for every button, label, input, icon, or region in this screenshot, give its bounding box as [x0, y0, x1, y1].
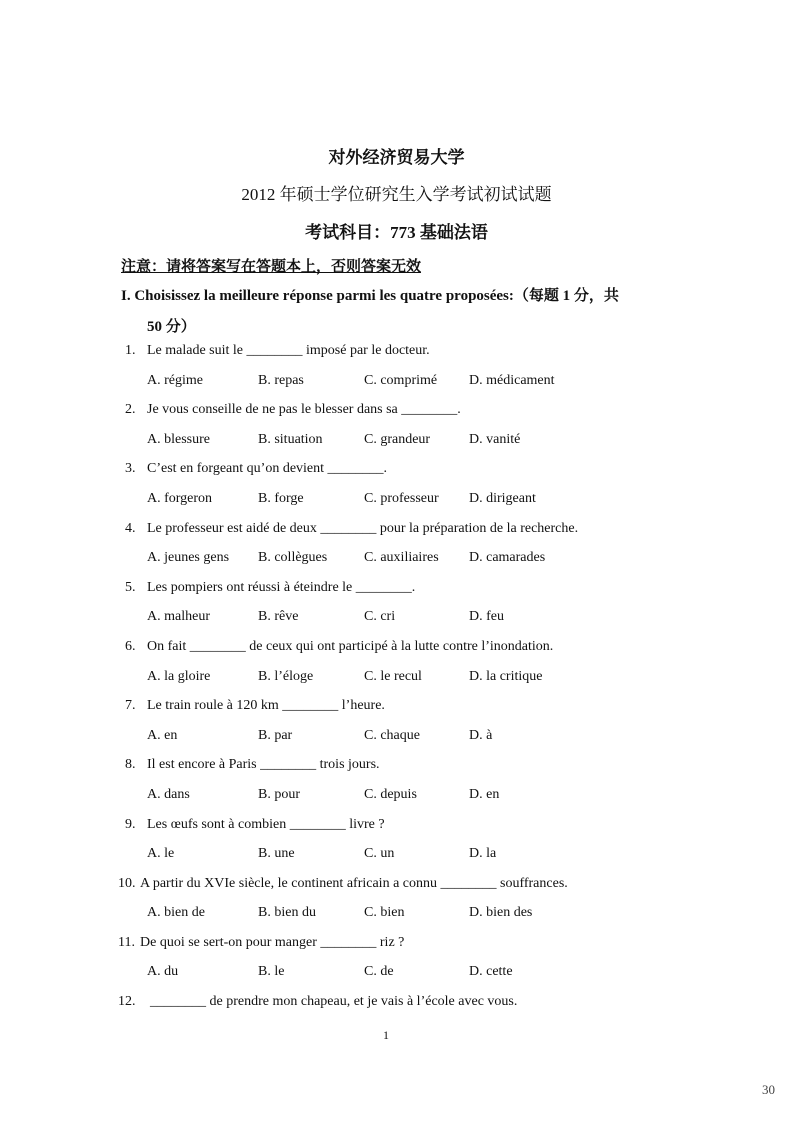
- question-number: 12.: [118, 994, 136, 1010]
- answer-option: B. collègues: [258, 550, 328, 566]
- answer-option: B. bien du: [258, 905, 316, 921]
- answer-option: B. par: [258, 727, 293, 743]
- answer-option: D. bien des: [469, 905, 533, 921]
- question-item: [0, 698, 793, 757]
- answer-option: D. dirigeant: [469, 490, 536, 506]
- answer-option: A. dans: [147, 786, 190, 802]
- question-text: Les œufs sont à combien ________ livre ?: [147, 816, 385, 832]
- section-title-continued: 50 分）: [147, 319, 196, 335]
- question-item: [0, 935, 793, 994]
- question-text: Les pompiers ont réussi à éteindre le ________.: [147, 579, 416, 595]
- answer-option: C. de: [364, 964, 394, 980]
- question-item: [0, 757, 793, 816]
- question-item: [0, 994, 793, 1053]
- answer-option: A. la gloire: [147, 668, 211, 684]
- question-text: ________ de prendre mon chapeau, et je vais à l’école avec vous.: [150, 994, 518, 1010]
- question-text: Il est encore à Paris ________ trois jours.: [147, 757, 380, 773]
- answer-option: B. rêve: [258, 609, 299, 625]
- question-item: [0, 343, 793, 402]
- answer-option: D. en: [469, 786, 500, 802]
- answer-option: D. la critique: [469, 668, 543, 684]
- answer-option: C. grandeur: [364, 431, 431, 447]
- answer-option: A. du: [147, 964, 179, 980]
- question-number: 1.: [125, 343, 136, 358]
- section-title: I. Choisissez la meilleure réponse parmi les quatre proposées:（每题 1 分，共: [121, 288, 619, 304]
- answer-option: D. médicament: [469, 372, 555, 388]
- answer-option: D. la: [469, 846, 497, 862]
- question-number: 9.: [125, 816, 136, 832]
- answer-option: B. le: [258, 964, 285, 980]
- answer-option: C. chaque: [364, 727, 420, 743]
- question-text: De quoi se sert-on pour manger ________ riz ?: [140, 934, 405, 950]
- answer-option: B. l’éloge: [258, 668, 314, 684]
- question-list: [0, 343, 793, 1053]
- answer-option: A. régime: [147, 372, 203, 388]
- answer-option: D. à: [469, 727, 493, 743]
- answer-option: A. forgeron: [147, 490, 213, 506]
- exam-title: 2012 年硕士学位研究生入学考试初试试题: [241, 185, 552, 204]
- question-number: 2.: [125, 402, 136, 418]
- question-item: [0, 639, 793, 698]
- answer-option: B. une: [258, 846, 295, 862]
- question-item: [0, 461, 793, 520]
- question-item: [0, 817, 793, 876]
- question-item: [0, 521, 793, 580]
- answer-option: C. depuis: [364, 786, 417, 802]
- question-text: On fait ________ de ceux qui ont participé à la lutte contre l’inondation.: [147, 638, 554, 654]
- question-number: 7.: [125, 698, 136, 714]
- answer-option: B. forge: [258, 490, 304, 506]
- answer-option: C. comprimé: [364, 372, 438, 388]
- answer-option: C. cri: [364, 609, 396, 625]
- question-text: Le malade suit le ________ imposé par le docteur.: [147, 343, 430, 358]
- answer-option: D. feu: [469, 609, 504, 625]
- answer-option: B. situation: [258, 431, 323, 447]
- answer-option: C. un: [364, 846, 395, 862]
- answer-option: C. bien: [364, 905, 405, 921]
- notice: 注意：请将答案写在答题本上，否则答案无效: [121, 259, 422, 275]
- answer-option: D. vanité: [469, 431, 521, 447]
- question-text: A partir du XVIe siècle, le continent africain a connu ________ souffrances.: [140, 875, 568, 891]
- answer-option: A. bien de: [147, 905, 205, 921]
- answer-option: A. blessure: [147, 431, 210, 447]
- answer-option: A. malheur: [147, 609, 210, 625]
- question-number: 11.: [118, 934, 135, 950]
- question-number: 3.: [125, 461, 136, 477]
- question-text: C’est en forgeant qu’on devient ________.: [147, 461, 388, 477]
- question-number: 4.: [125, 520, 136, 536]
- question-number: 8.: [125, 757, 136, 773]
- answer-option: D. camarades: [469, 550, 546, 566]
- exam-subject: 考试科目：773 基础法语: [305, 223, 488, 242]
- answer-option: A. le: [147, 846, 175, 862]
- question-number: 5.: [125, 579, 136, 595]
- answer-option: A. jeunes gens: [147, 550, 230, 566]
- answer-option: D. cette: [469, 964, 513, 980]
- answer-option: B. pour: [258, 786, 300, 802]
- answer-option: C. auxiliaires: [364, 550, 439, 566]
- answer-option: C. professeur: [364, 490, 439, 506]
- question-item: [0, 402, 793, 461]
- corner-number: 30: [762, 1082, 775, 1097]
- answer-option: A. en: [147, 727, 178, 743]
- question-text: Le professeur est aidé de deux ________ pour la préparation de la recherche.: [147, 520, 579, 536]
- question-text: Je vous conseille de ne pas le blesser dans sa ________.: [147, 402, 461, 418]
- question-text: Le train roule à 120 km ________ l’heure.: [147, 698, 385, 714]
- question-number: 6.: [125, 638, 136, 654]
- question-item: [0, 876, 793, 935]
- question-number: 10.: [118, 875, 136, 891]
- answer-option: B. repas: [258, 372, 304, 388]
- answer-option: C. le recul: [364, 668, 422, 684]
- question-item: [0, 580, 793, 639]
- university-name: 对外经济贸易大学: [328, 148, 465, 167]
- page-number: 1: [383, 1028, 389, 1042]
